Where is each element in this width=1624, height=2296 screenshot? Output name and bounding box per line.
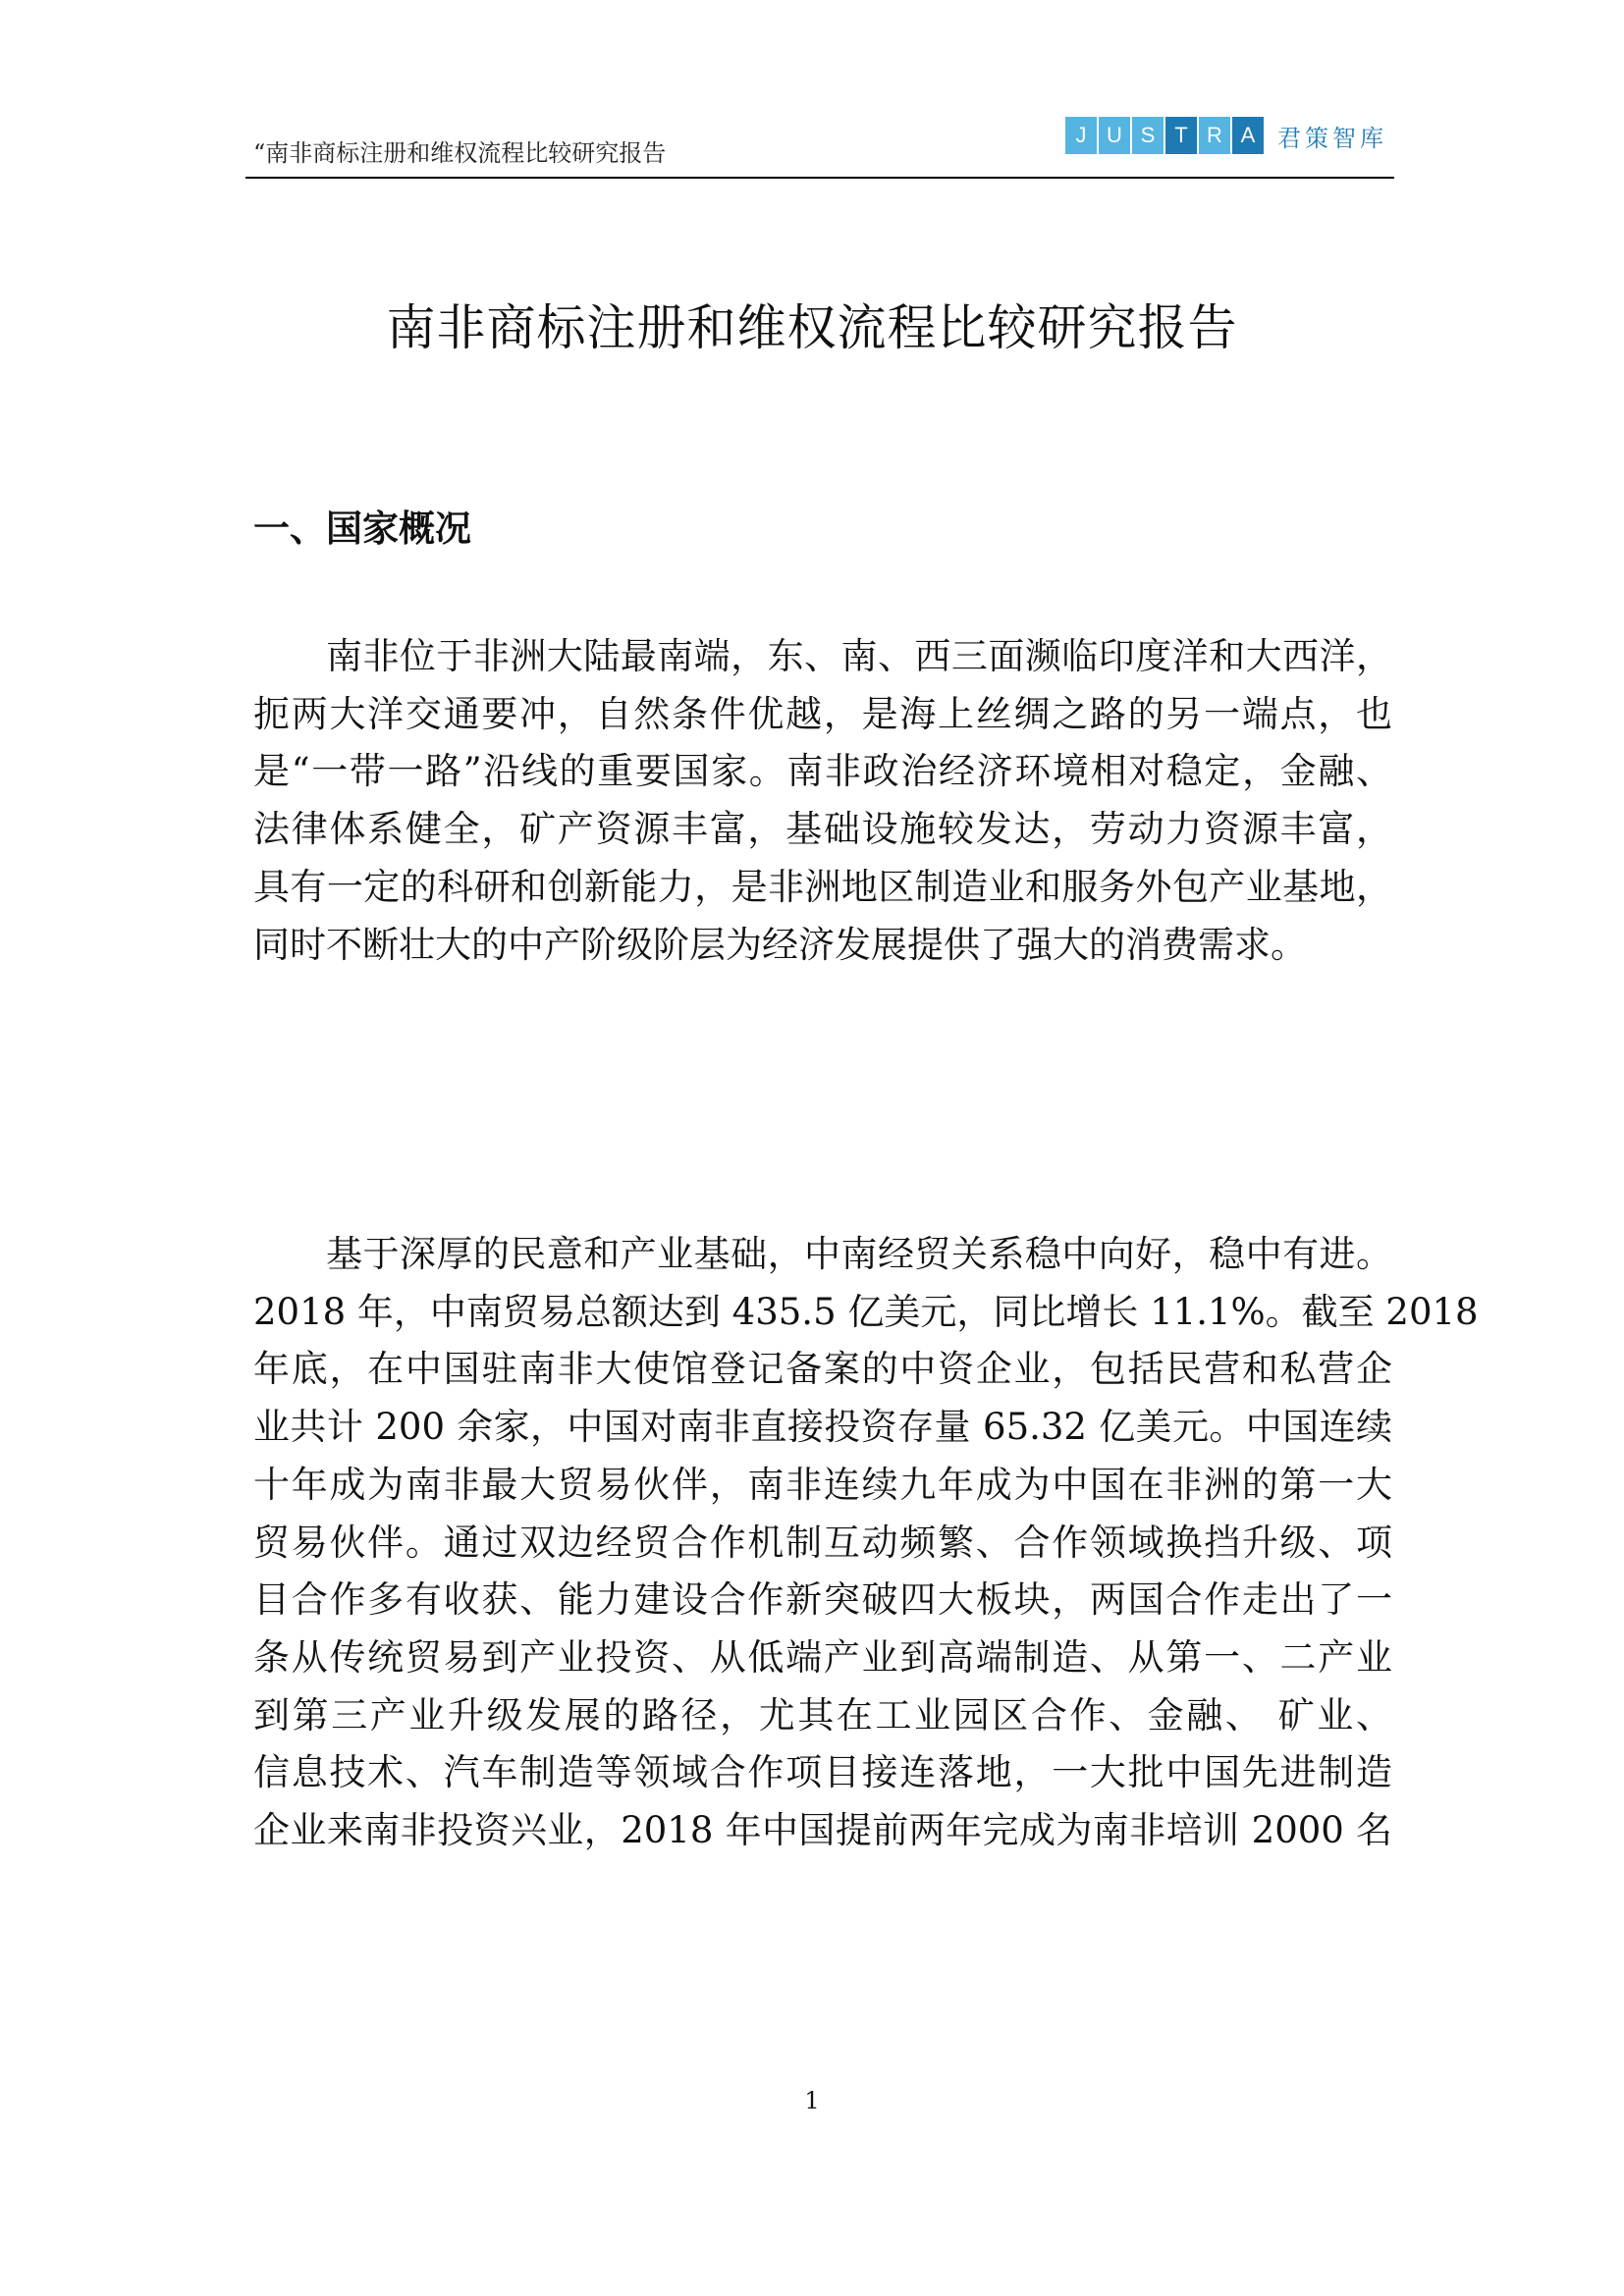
text-line: 信息技术、汽车制造等领域合作项目接连落地，一大批中国先进制造 bbox=[253, 1751, 1392, 1794]
paragraph bbox=[253, 628, 1392, 974]
logo-letter: T bbox=[1165, 117, 1197, 154]
logo-letter: R bbox=[1199, 117, 1230, 154]
text-line: 南非位于非洲大陆最南端，东、南、西三面濒临印度洋和大西洋， bbox=[326, 635, 1392, 677]
text-line: 是“一带一路”沿线的重要国家。南非政治经济环境相对稳定，金融、 bbox=[253, 750, 1392, 793]
text-line: 到第三产业升级发展的路径，尤其在工业园区合作、金融、 矿业、 bbox=[253, 1693, 1392, 1736]
text-line: 目合作多有收获、能力建设合作新突破四大板块，两国合作走出了一 bbox=[253, 1578, 1392, 1622]
text-line: 基于深厚的民意和产业基础，中南经贸关系稳中向好，稳中有进。 bbox=[326, 1233, 1392, 1275]
text-line: 年底，在中国驻南非大使馆登记备案的中资企业，包括民营和私营企 bbox=[253, 1348, 1392, 1391]
logo-letter: A bbox=[1232, 117, 1264, 154]
text-line: 同时不断壮大的中产阶级阶层为经济发展提供了强大的消费需求。 bbox=[253, 923, 1307, 966]
document-title: 南非商标注册和维权流程比较研究报告 bbox=[386, 299, 1238, 356]
text-line: 条从传统贸易到产业投资、从低端产业到高端制造、从第一、二产业 bbox=[253, 1635, 1392, 1679]
text-line: 法律体系健全，矿产资源丰富，基础设施较发达，劳动力资源丰富， bbox=[253, 808, 1392, 851]
text-line: 十年成为南非最大贸易伙伴，南非连续九年成为中国在非洲的第一大 bbox=[253, 1463, 1392, 1506]
logo-letters bbox=[1065, 117, 1266, 154]
logo-name: 君策智库 bbox=[1277, 124, 1387, 152]
section-heading: 一、国家概况 bbox=[253, 507, 471, 550]
justra-logo bbox=[1065, 116, 1387, 155]
logo-letter: J bbox=[1065, 117, 1097, 154]
text-line: 贸易伙伴。通过双边经贸合作机制互动频繁、合作领域换挡升级、项 bbox=[253, 1521, 1392, 1564]
text-line: 具有一定的科研和创新能力，是非洲地区制造业和服务外包产业基地， bbox=[253, 865, 1392, 908]
logo-letter: S bbox=[1132, 117, 1164, 154]
text-line: 企业来南非投资兴业，2018 年中国提前两年完成为南非培训 2000 名 bbox=[253, 1809, 1392, 1852]
header-divider bbox=[245, 177, 1394, 179]
logo-letter: U bbox=[1099, 117, 1130, 154]
text-line: 业共计 200 余家，中国对南非直接投资存量 65.32 亿美元。中国连续 bbox=[253, 1406, 1392, 1449]
page-number: 1 bbox=[804, 2087, 820, 2114]
paragraph bbox=[253, 1226, 1479, 1860]
header-title: “南非商标注册和维权流程比较研究报告 bbox=[253, 139, 667, 167]
text-line: 2018 年，中南贸易总额达到 435.5 亿美元，同比增长 11.1%。截至 2018 bbox=[253, 1290, 1479, 1333]
text-line: 扼两大洋交通要冲，自然条件优越，是海上丝绸之路的另一端点，也 bbox=[253, 692, 1392, 735]
